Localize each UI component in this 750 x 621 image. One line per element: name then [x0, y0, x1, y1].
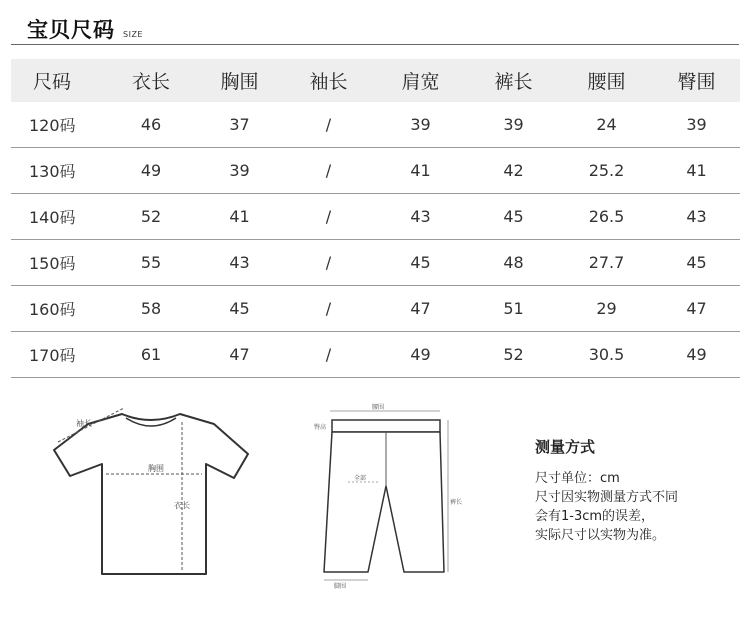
column-header-sleeve: 袖长	[283, 59, 374, 102]
column-header-chest: 胸围	[196, 59, 283, 102]
table-header-row	[11, 59, 740, 102]
column-header-shoulder: 肩宽	[374, 59, 467, 102]
table-cell: 51	[467, 286, 560, 332]
table-cell: 46	[106, 102, 196, 148]
table-cell: 41	[653, 148, 740, 194]
table-cell: 52	[467, 332, 560, 378]
sleeve-label: 袖长	[76, 419, 92, 428]
pants-length-label: 裤长	[450, 499, 463, 506]
table-cell: /	[283, 332, 374, 378]
table-cell: 43	[196, 240, 283, 286]
table-cell: 47	[374, 286, 467, 332]
table-cell: 25.2	[560, 148, 653, 194]
table-cell: 170码	[11, 332, 106, 378]
column-header-length: 衣长	[106, 59, 196, 102]
hip-height-label: 臀高	[314, 424, 327, 431]
column-header-waist: 腰围	[560, 59, 653, 102]
pants-waistband	[332, 420, 440, 432]
table-row	[11, 148, 740, 194]
table-cell: 27.7	[560, 240, 653, 286]
measurement-method	[535, 436, 735, 545]
table-cell: 58	[106, 286, 196, 332]
table-row	[11, 194, 740, 240]
table-row	[11, 102, 740, 148]
page-header	[27, 14, 143, 44]
table-cell: 47	[653, 286, 740, 332]
table-cell: 160码	[11, 286, 106, 332]
method-line: 会有1-3cm的误差，	[535, 509, 655, 524]
table-cell: 45	[196, 286, 283, 332]
table-cell: /	[283, 102, 374, 148]
method-line: 实际尺寸以实物为准。	[535, 528, 666, 543]
chest-label: 胸围	[148, 464, 164, 473]
method-line: 尺寸因实物测量方式不同	[535, 490, 679, 505]
table-cell: 26.5	[560, 194, 653, 240]
table-cell: 39	[374, 102, 467, 148]
waist-label: 腰围	[372, 404, 385, 411]
table-cell: 43	[653, 194, 740, 240]
pants-diagram	[300, 400, 470, 590]
table-cell: 39	[196, 148, 283, 194]
table-cell: 45	[374, 240, 467, 286]
column-header-size: 尺码	[11, 59, 106, 102]
table-row	[11, 332, 740, 378]
table-cell: 61	[106, 332, 196, 378]
page-title: 宝贝尺码	[27, 18, 115, 42]
tshirt-outline	[54, 414, 248, 574]
size-table	[11, 59, 740, 378]
table-cell: 39	[653, 102, 740, 148]
table-cell: 48	[467, 240, 560, 286]
table-cell: 45	[467, 194, 560, 240]
table-cell: 37	[196, 102, 283, 148]
table-cell: 29	[560, 286, 653, 332]
table-cell: 150码	[11, 240, 106, 286]
table-cell: 49	[374, 332, 467, 378]
table-cell: 41	[196, 194, 283, 240]
pants-outline	[324, 432, 444, 572]
rise-label: 全部	[354, 475, 367, 482]
table-cell: /	[283, 148, 374, 194]
table-cell: 120码	[11, 102, 106, 148]
hem-label: 脚围	[334, 583, 347, 590]
table-cell: 43	[374, 194, 467, 240]
table-cell: 55	[106, 240, 196, 286]
table-cell: 49	[653, 332, 740, 378]
table-cell: 47	[196, 332, 283, 378]
table-cell: 49	[106, 148, 196, 194]
table-row	[11, 240, 740, 286]
table-cell: 30.5	[560, 332, 653, 378]
table-cell: 39	[467, 102, 560, 148]
table-cell: 41	[374, 148, 467, 194]
table-cell: /	[283, 194, 374, 240]
table-cell: /	[283, 286, 374, 332]
page-subtitle: SIZE	[123, 30, 143, 39]
column-header-pants-length: 裤长	[467, 59, 560, 102]
table-cell: 130码	[11, 148, 106, 194]
table-cell: 140码	[11, 194, 106, 240]
tshirt-diagram	[46, 398, 256, 583]
table-cell: 52	[106, 194, 196, 240]
table-cell: /	[283, 240, 374, 286]
table-cell: 24	[560, 102, 653, 148]
header-divider	[11, 44, 739, 45]
column-header-hip: 臀围	[653, 59, 740, 102]
length-label: 衣长	[174, 501, 190, 510]
table-row	[11, 286, 740, 332]
method-title: 测量方式	[535, 438, 596, 456]
table-cell: 45	[653, 240, 740, 286]
method-line: 尺寸单位：cm	[535, 471, 620, 486]
table-cell: 42	[467, 148, 560, 194]
